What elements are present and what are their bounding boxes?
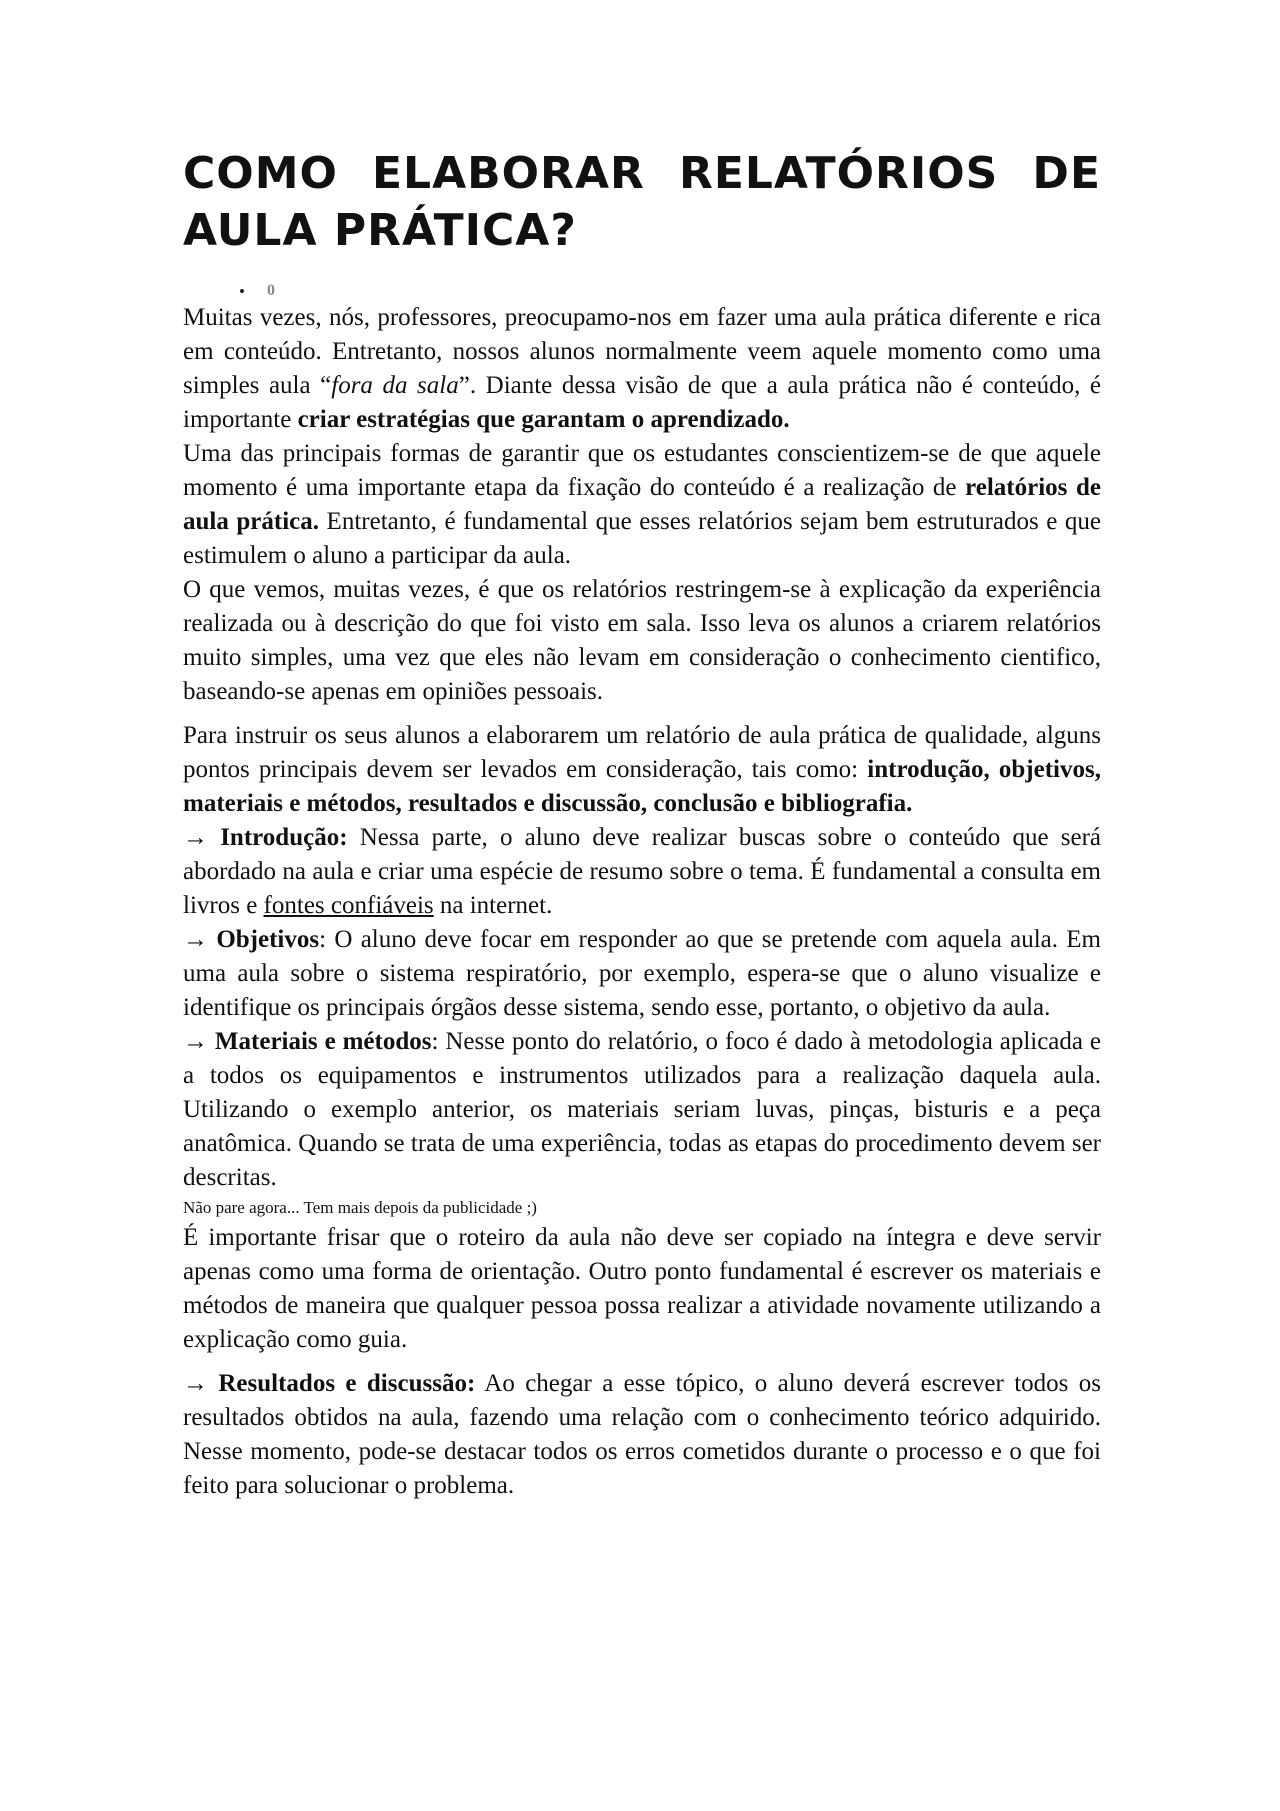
paragraph-roteiro: É importante frisar que o roteiro da aula não deve ser copiado na íntegra e deve servir apenas como uma forma de orientação. Outro ponto fundamental é escrever os materiais e métodos de maneira que qualquer pessoa possa realizar a atividade novamente utilizando a explicação como guia.	[183, 1224, 1101, 1353]
bold-text: relatórios de aula prática.	[183, 474, 1101, 535]
section-resultados-discussao: → Resultados e discussão: Ao chegar a esse tópico, o aluno deverá escrever todos os resultados obtidos na aula, fazendo uma relação com o conhecimento teórico adquirido. Nesse momento, pode-se destacar todos os erros cometidos durante o processo e o que foi feito para solucionar o problema.	[183, 1370, 1101, 1499]
arrow-icon: →	[183, 926, 217, 953]
bold-text: introdução, objetivos, materiais e métodos, resultados e discussão, conclusão e bibliografia.	[183, 756, 1101, 817]
paragraph-intro: Muitas vezes, nós, professores, preocupamo-nos em fazer uma aula prática diferente e rica em conteúdo. Entretanto, nossos alunos normalmente veem aquele momento como uma simples aula “fora da sala”. Diante dessa visão de que a aula prática não é conteúdo, é importante criar estratégias que garantam o aprendizado.	[183, 304, 1101, 433]
section-label: Resultados e discussão:	[218, 1370, 476, 1397]
paragraph-problem: O que vemos, muitas vezes, é que os relatórios restringem-se à explicação da experiência realizada ou à descrição do que foi visto em sala. Isso leva os alunos a criarem relatórios muito simples, uma vez que eles não levam em consideração o conhecimento cientifico, baseando-se apenas em opiniões pessoais.	[183, 576, 1101, 705]
share-count[interactable]: • 0	[255, 281, 1101, 301]
section-objetivos: → Objetivos: O aluno deve focar em responder ao que se pretende com aquela aula. Em uma aula sobre o sistema respiratório, por exemplo, espera-se que o aluno visualize e identifique os principais órgãos desse sistema, sendo esse, portanto, o objetivo da aula.	[183, 926, 1102, 1021]
page-title: COMO ELABORAR RELATÓRIOS DE AULA PRÁTICA?	[183, 148, 1101, 256]
paragraph-points: Para instruir os seus alunos a elaborarem um relatório de aula prática de qualidade, alguns pontos principais devem ser levados em consideração, tais como: introdução, objetivos, materiais e métodos, resultados e discussão, conclusão e bibliografia.	[183, 722, 1101, 817]
arrow-icon: →	[183, 1370, 219, 1397]
section-label: Introdução:	[220, 824, 348, 851]
section-introducao: → Introdução: Nessa parte, o aluno deve realizar buscas sobre o conteúdo que será abordado na aula e criar uma espécie de resumo sobre o tema. É fundamental a consulta em livros e fontes confiáveis na internet.	[183, 824, 1101, 919]
bold-text: criar estratégias que garantam o aprendizado.	[297, 406, 790, 433]
section-label: Materiais e métodos	[214, 1028, 432, 1055]
arrow-icon: →	[183, 824, 221, 851]
emphasis-text: fora da sala	[331, 372, 459, 399]
fontes-confiaveis-link[interactable]: fontes confiáveis	[263, 892, 434, 919]
section-materiais-metodos: → Materiais e métodos: Nesse ponto do relatório, o foco é dado à metodologia aplicada e a todos os equipamentos e instrumentos utilizados para a realização daquela aula. Utilizando o exemplo anterior, os materiais seriam luvas, pinças, bisturis e a peça anatômica. Quando se trata de uma experiência, todas as etapas do procedimento devem ser descritas.	[183, 1028, 1102, 1191]
share-counter-list	[183, 281, 1101, 301]
paragraph-reports: Uma das principais formas de garantir que os estudantes conscientizem-se de que aquele momento é uma importante etapa da fixação do conteúdo é a realização de relatórios de aula prática. Entretanto, é fundamental que esses relatórios sejam bem estruturados e que estimulem o aluno a participar da aula.	[183, 440, 1101, 569]
arrow-icon: →	[183, 1028, 215, 1055]
section-label: Objetivos	[216, 926, 320, 953]
ad-notice: Não pare agora... Tem mais depois da publicidade ;)	[183, 1198, 537, 1217]
article	[183, 145, 1101, 1503]
